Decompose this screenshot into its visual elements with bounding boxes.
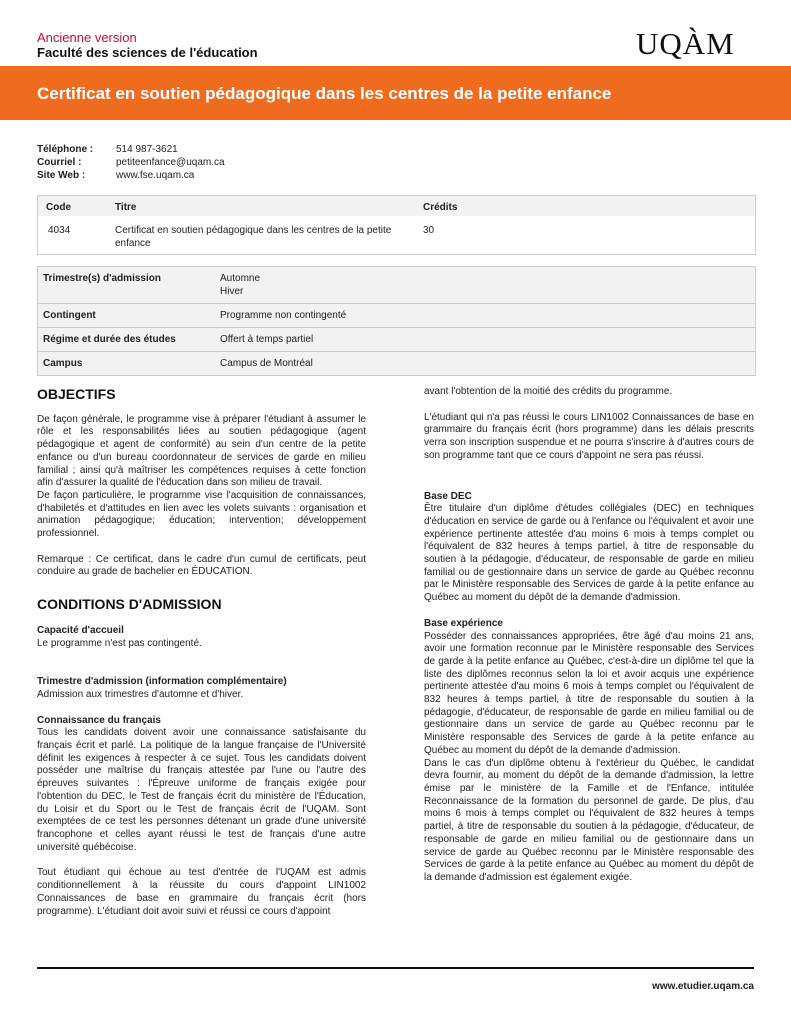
term-text: Admission aux trimestres d'automne et d'hiver. <box>37 688 244 700</box>
info-value: Offert à temps partiel <box>215 328 755 351</box>
french-failure-text: Tout étudiant qui échoue au test d'entrée de l'UQAM est admis conditionnellement à la réussite du cours d'appoint LIN1002 Connaissances de base en grammaire du français écrit (hors programme). L'étudiant doit avoir suivi et réussi ce cours d'appoint <box>37 867 366 917</box>
left-column <box>37 388 366 918</box>
info-row <box>38 328 755 352</box>
info-value: Campus de Montréal <box>215 352 755 375</box>
web-label: Site Web : <box>37 170 86 181</box>
french-title: Connaissance du français <box>37 714 161 726</box>
program-code: 4034 <box>48 225 71 236</box>
uqam-logo: UQÀM <box>636 26 735 61</box>
info-value: Programme non contingenté <box>215 304 755 327</box>
footer-url[interactable]: www.etudier.uqam.ca <box>652 981 754 992</box>
info-row <box>38 352 755 375</box>
info-key: Contingent <box>38 304 215 327</box>
faculty-name: Faculté des sciences de l'éducation <box>37 45 258 60</box>
old-version-label: Ancienne version <box>37 30 137 45</box>
info-key: Campus <box>38 352 215 375</box>
objectifs-paragraph: De façon générale, le programme vise à préparer l'étudiant à assumer le rôle et les responsabilités liées au soutien pédagogique (agent pédagogique et agent de conformité) au sein d'un centre de la petite enfance ou d'un bureau coordonnateur de services de garde en milieu familial ; ainsi qu'à maîtriser les compétences requises à cette fonction afin d'assurer la qualité de l'éducation dans son milieu de travail. <box>37 413 366 489</box>
base-experience-text-2: Dans le cas d'un diplôme obtenu à l'extérieur du Québec, le candidat devra fournir, au moment du dépôt de la demande d'admission, la lettre émise par le ministère de la Famille et de l'Enfance, intitulée Reconnaissance de la formation du personnel de garde. De plus, d'au moins 6 mois à temps complet ou l'équivalent de 832 heures à temps partiel, à titre de responsable du soutien à la pédagogie, d'éducateur, de responsable de garde en milieu familial ou de gestionnaire dans un service de garde au Québec reconnu par le Ministère responsable des Services de garde à la petite enfance au Québec au moment du dépôt de la demande d'admission est également exigée. <box>424 757 754 883</box>
email-value[interactable]: petiteenfance@uqam.ca <box>116 157 225 168</box>
french-text: Tous les candidats doivent avoir une connaissance satisfaisante du français écrit et parlé. La politique de la langue française de l'Université définit les exigences à respecter à ce sujet. Tous les candidats doivent posséder une maîtrise du français attestée par l'une ou l'autre des épreuves suivantes : l'Épreuve uniforme de français exigée pour l'obtention du DEC, le Test de français écrit du ministère de l'Éducation, du Loisir et du Sport ou le Test de français écrit de l'UQAM. Sont exemptées de ce test les personnes détenant un grade d'une université francophone et celles ayant réussi le test de français d'une autre université québécoise. <box>37 727 366 853</box>
web-value[interactable]: www.fse.uqam.ca <box>116 170 195 181</box>
objectifs-paragraph: De façon particulière, le programme vise l'acquisition de connaissances, d'habiletés et d'attitudes en lien avec les volets suivants : organisation et animation pédagogique; éducation; intervention; développement professionnel. <box>37 489 366 540</box>
base-dec-title: Base DEC <box>424 490 472 502</box>
info-key: Trimestre(s) d'admission <box>38 267 215 303</box>
program-table <box>37 195 756 255</box>
info-value: Automne Hiver <box>215 267 755 303</box>
title-banner <box>0 66 791 120</box>
col-title: Titre <box>115 202 137 213</box>
info-row <box>38 267 755 304</box>
phone-label: Téléphone : <box>37 144 94 155</box>
term-title: Trimestre d'admission (information complémentaire) <box>37 676 287 688</box>
col-credits: Crédits <box>423 202 458 213</box>
lin1002-text: L'étudiant qui n'a pas réussi le cours LIN1002 Connaissances de base en grammaire du français écrit (hors programme) dans les délais prescrits verra son inscription suspendue et ne pourra s'inscrire à d'autres cours de son programme tant que ce cours d'appoint ne sera pas réussi. <box>424 411 754 461</box>
email-label: Courriel : <box>37 157 82 168</box>
footer-divider <box>37 967 754 969</box>
capacity-title: Capacité d'accueil <box>37 624 124 636</box>
base-dec-text: Être titulaire d'un diplôme d'études collégiales (DEC) en techniques d'éducation en service de garde ou à l'enfance ou l'équivalent et avoir une expérience pertinente attestée d'au moins 6 mois à temps complet ou l'équivalent de 832 heures à temps partiel, à titre de responsable du soutien à la pédagogie, d'éducateur, de responsable de garde en milieu familial ou de gestionnaire dans un service de garde au Québec reconnu par le Ministère responsable des Services de garde à la petite enfance au Québec au moment du dépôt de la demande d'admission. <box>424 503 754 604</box>
base-experience-text: Posséder des connaissances appropriées, être âgé d'au moins 21 ans, avoir une formation reconnue par le Ministère responsable des Services de garde à la petite enfance au Québec, c'est-à-dire un diplôme tel que la liste des diplômes reconnus selon la loi et avoir acquis une expérience pertinente attestée d'au moins 6 mois à temps complet ou l'équivalent de 832 heures à temps partiel, à titre de responsable du soutien à la pédagogie, d'éducateur, de responsable de garde en milieu familial ou de gestionnaire dans un service de garde au Québec reconnu par le Ministère responsable des Services de garde à la petite enfance au Québec au moment du dépôt de la demande d'admission. <box>424 630 754 756</box>
info-key: Régime et durée des études <box>38 328 215 351</box>
info-row <box>38 304 755 328</box>
program-credits: 30 <box>423 225 435 236</box>
capacity-text: Le programme n'est pas contingenté. <box>37 637 202 649</box>
col-code: Code <box>46 202 71 213</box>
program-table-header <box>38 196 755 216</box>
info-table <box>37 266 756 376</box>
page-title: Certificat en soutien pédagogique dans les centres de la petite enfance <box>37 84 612 103</box>
program-title: Certificat en soutien pédagogique dans les centres de la petite enfance <box>115 225 392 249</box>
phone-value: 514 987-3621 <box>116 144 178 155</box>
conditions-heading: CONDITIONS D'ADMISSION <box>37 596 222 613</box>
objectifs-heading: OBJECTIFS <box>37 386 116 402</box>
base-experience-title: Base expérience <box>424 617 503 629</box>
contact-info <box>37 143 225 182</box>
french-failure-continued: avant l'obtention de la moitié des crédits du programme. <box>424 386 673 397</box>
objectifs-remark: Remarque : Ce certificat, dans le cadre d'un cumul de certificats, peut conduire au grade de bachelier en ÉDUCATION. <box>37 553 366 578</box>
right-column <box>424 386 754 885</box>
